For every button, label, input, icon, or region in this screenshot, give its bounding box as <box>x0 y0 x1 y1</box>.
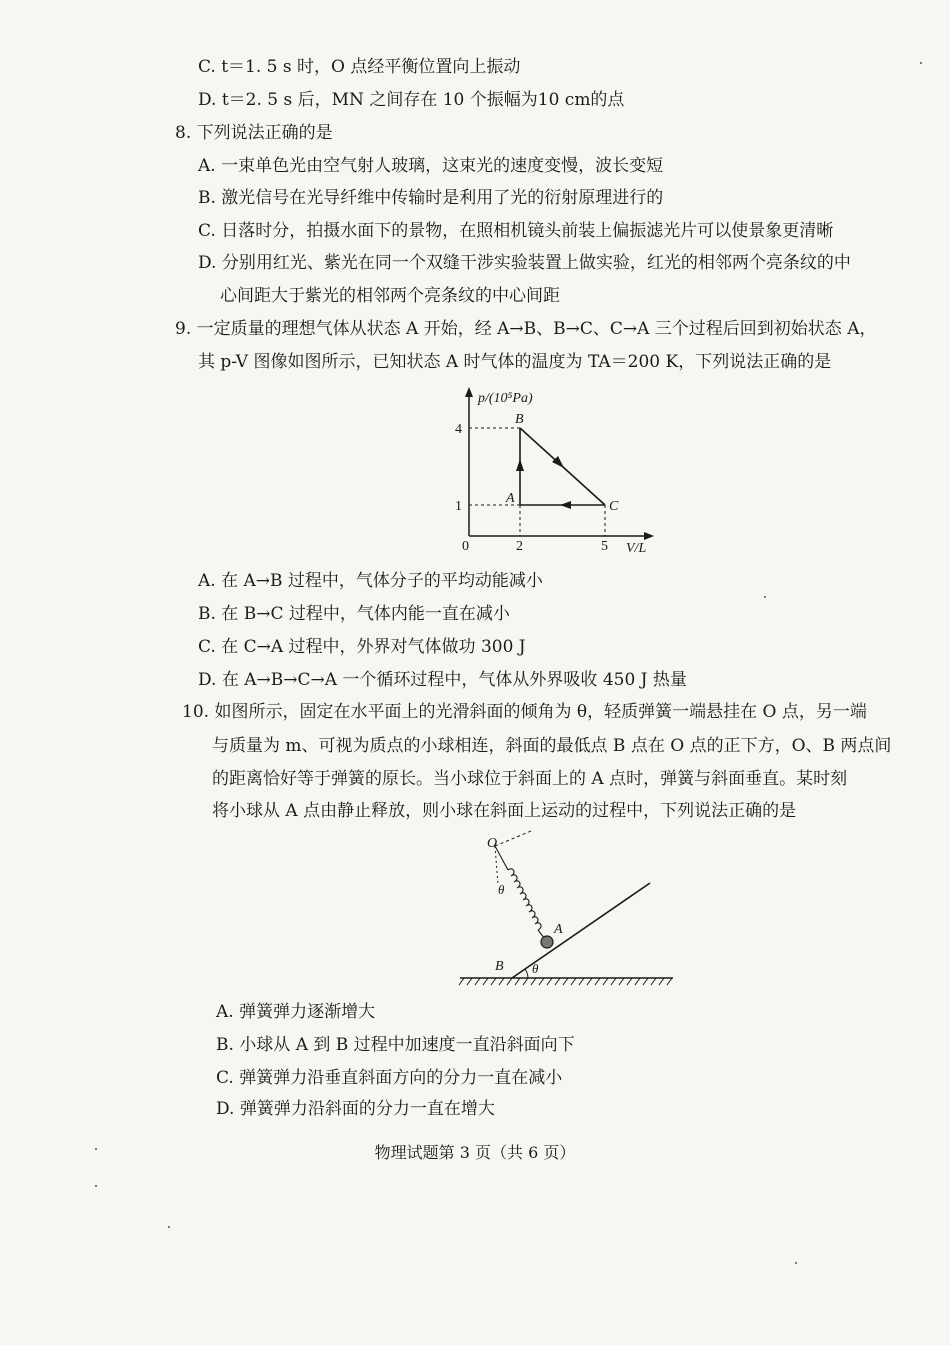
q9-option-a: A. 在 A→B 过程中，气体分子的平均动能减小 <box>198 571 543 591</box>
q8-stem: 8. 下列说法正确的是 <box>175 123 333 143</box>
q10-option-d: D. 弹簧弹力沿斜面的分力一直在增大 <box>216 1099 495 1119</box>
scan-speck <box>764 596 766 598</box>
arrow-c-to-a <box>560 501 571 509</box>
q10-stem-line3: 的距离恰好等于弹簧的原长。当小球位于斜面上的 A 点时，弹簧与斜面垂直。某时刻 <box>212 769 848 789</box>
label-theta-bottom: θ <box>532 961 539 976</box>
scan-speck <box>168 1226 170 1228</box>
q8-option-c: C. 日落时分，拍摄水面下的景物，在照相机镜头前装上偏振滤光片可以使景象更清晰 <box>198 221 834 241</box>
ball <box>541 936 553 948</box>
q8-option-d-line1: D. 分别用红光、紫光在同一个双缝干涉实验装置上做实验，红光的相邻两个亮条纹的中 <box>198 253 851 273</box>
pv-point-c-label: C <box>609 499 619 514</box>
ground-hatching <box>459 978 672 985</box>
q7-option-d: D. t＝2. 5 s 后，MN 之间存在 10 个振幅为10 cm的点 <box>198 90 625 110</box>
q8-option-b: B. 激光信号在光导纤维中传输时是利用了光的衍射原理进行的 <box>198 188 664 208</box>
q10-stem-line1: 10. 如图所示，固定在水平面上的光滑斜面的倾角为 θ，轻质弹簧一端悬挂在 O 点，另一端 <box>182 702 867 722</box>
pv-y-axis-arrow <box>465 387 473 397</box>
page-footer: 物理试题第 3 页（共 6 页） <box>374 1143 576 1162</box>
pv-x-axis-arrow <box>644 532 654 540</box>
q9-stem-line2: 其 p-V 图像如图所示，已知状态 A 时气体的温度为 TA＝200 K，下列说法正确的是 <box>198 352 832 372</box>
pv-tick-x-2: 2 <box>516 539 523 554</box>
pv-point-b-label: B <box>515 412 524 427</box>
q8-option-a: A. 一束单色光由空气射人玻璃，这束光的速度变慢，波长变短 <box>198 156 664 176</box>
scan-speck <box>95 1185 97 1187</box>
q10-option-a: A. 弹簧弹力逐渐增大 <box>216 1002 376 1022</box>
label-theta-top: θ <box>498 882 505 897</box>
q7-option-c: C. t＝1. 5 s 时，O 点经平衡位置向上振动 <box>198 57 521 77</box>
pv-y-label: p/(10⁵Pa) <box>478 391 533 406</box>
label-a: A <box>554 922 563 937</box>
scan-speck <box>920 62 922 64</box>
angle-arc-b <box>525 969 528 978</box>
pv-x-label: V/L <box>626 541 647 556</box>
q9-stem-line1: 9. 一定质量的理想气体从状态 A 开始，经 A→B、B→C、C→A 三个过程后回到初始状态 A， <box>175 319 877 339</box>
q10-stem-line2: 与质量为 m、可视为质点的小球相连，斜面的最低点 B 点在 O 点的正下方，O、B 两点间 <box>212 736 892 756</box>
incline-figure <box>455 825 680 995</box>
q10-stem-line4: 将小球从 A 点由静止释放，则小球在斜面上运动的过程中，下列说法正确的是 <box>212 801 797 821</box>
scan-speck <box>795 1262 797 1264</box>
q9-option-d: D. 在 A→B→C→A 一个循环过程中，气体从外界吸收 450 J 热量 <box>198 670 687 690</box>
pv-tick-x-5: 5 <box>601 539 608 554</box>
pv-point-a-label: A <box>506 491 515 506</box>
pv-tick-y-1: 1 <box>455 499 462 514</box>
q8-option-d-line2: 心间距大于紫光的相邻两个亮条纹的中心间距 <box>220 286 560 306</box>
label-o: O <box>487 836 498 851</box>
pv-graph <box>440 385 670 560</box>
scan-speck <box>95 1148 97 1150</box>
pivot-dashed-line <box>495 831 531 846</box>
arrow-a-to-b <box>516 459 524 471</box>
q10-option-c: C. 弹簧弹力沿垂直斜面方向的分力一直在减小 <box>216 1068 563 1088</box>
q9-option-b: B. 在 B→C 过程中，气体内能一直在减小 <box>198 604 510 624</box>
pv-origin-label: 0 <box>462 539 469 554</box>
q9-option-c: C. 在 C→A 过程中，外界对气体做功 300 J <box>198 637 526 657</box>
pv-tick-y-4: 4 <box>455 422 462 437</box>
label-b: B <box>495 959 504 974</box>
q10-option-b: B. 小球从 A 到 B 过程中加速度一直沿斜面向下 <box>216 1035 575 1055</box>
